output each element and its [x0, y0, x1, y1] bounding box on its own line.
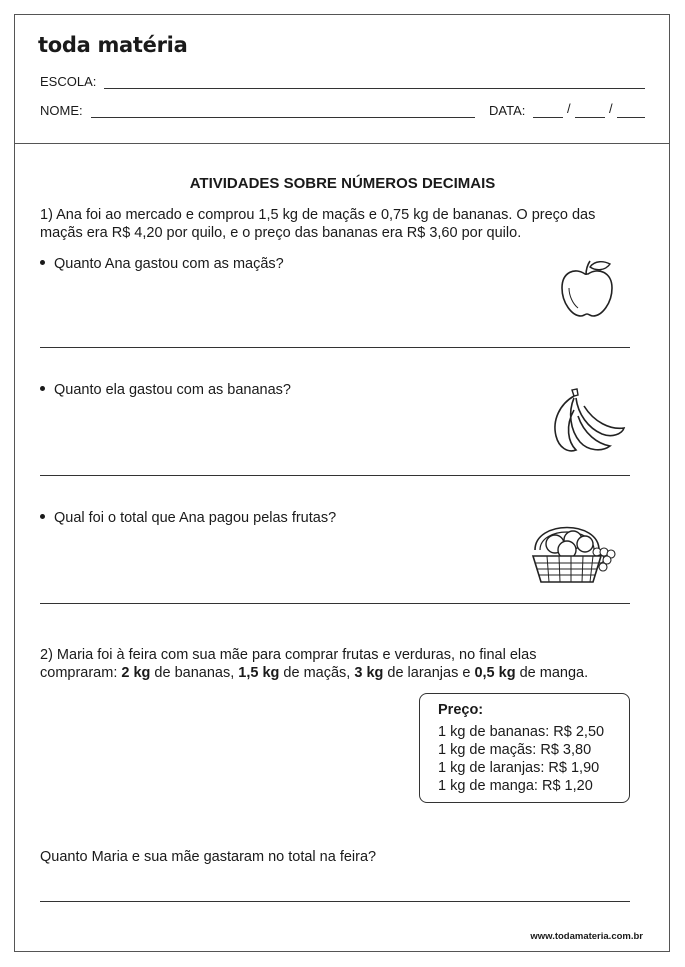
date-label: DATA: [489, 103, 526, 118]
school-label: ESCOLA: [40, 74, 97, 89]
bold-quantity: 1,5 kg [238, 665, 280, 681]
question-1b [40, 381, 291, 399]
header-divider [14, 143, 670, 144]
question-1c [40, 509, 336, 527]
price-item: 1 kg de manga: R$ 1,20 [438, 778, 593, 794]
price-title: Preço: [438, 702, 484, 718]
price-item: 1 kg de laranjas: R$ 1,90 [438, 760, 600, 776]
question-1a [40, 255, 284, 273]
text-segment: compraram: [40, 665, 122, 681]
price-item: 1 kg de bananas: R$ 2,50 [438, 724, 605, 740]
footer-url: www.todamateria.com.br [530, 931, 643, 942]
bold-quantity: 0,5 kg [474, 665, 516, 681]
date-separator: / [567, 101, 571, 116]
page-title: ATIVIDADES SOBRE NÚMEROS DECIMAIS [189, 175, 496, 192]
bullet-icon [40, 260, 45, 265]
logo: toda matéria [38, 33, 188, 57]
fruit-basket-icon [527, 506, 619, 586]
question-2-prompt: Quanto Maria e sua mãe gastaram no total na feira? [40, 849, 377, 865]
date-year-field[interactable] [617, 117, 645, 118]
name-field[interactable] [91, 117, 475, 118]
question-1c-text: Qual foi o total que Ana pagou pelas frutas? [54, 510, 337, 526]
bold-quantity: 2 kg [121, 665, 151, 681]
date-separator: / [609, 101, 613, 116]
text-segment: de manga. [515, 665, 589, 681]
text-segment: de laranjas e [383, 665, 475, 681]
name-label: NOME: [40, 103, 83, 118]
bullet-icon [40, 514, 45, 519]
answer-line-1c[interactable] [40, 603, 630, 604]
question-1-line-1: 1) Ana foi ao mercado e comprou 1,5 kg de maçãs e 0,75 kg de bananas. O preço das [40, 207, 596, 223]
text-segment: de bananas, [150, 665, 239, 681]
question-1-line-2: maçãs era R$ 4,20 por quilo, e o preço das bananas era R$ 3,60 por quilo. [40, 225, 522, 241]
date-month-field[interactable] [575, 117, 605, 118]
date-day-field[interactable] [533, 117, 563, 118]
answer-line-1b[interactable] [40, 475, 630, 476]
question-1b-text: Quanto ela gastou com as bananas? [54, 382, 291, 398]
bananas-icon [550, 386, 626, 456]
answer-line-1a[interactable] [40, 347, 630, 348]
question-2-line-2 [40, 664, 588, 682]
bold-quantity: 3 kg [354, 665, 384, 681]
bullet-icon [40, 386, 45, 391]
question-1a-text: Quanto Ana gastou com as maçãs? [54, 256, 284, 272]
price-item: 1 kg de maçãs: R$ 3,80 [438, 742, 592, 758]
price-box [419, 693, 630, 803]
worksheet-frame [14, 14, 670, 952]
question-2-line-1: 2) Maria foi à feira com sua mãe para comprar frutas e verduras, no final elas [40, 647, 537, 663]
text-segment: de maçãs, [279, 665, 355, 681]
school-field[interactable] [104, 88, 645, 89]
answer-line-2[interactable] [40, 901, 630, 902]
apple-icon [555, 258, 617, 320]
